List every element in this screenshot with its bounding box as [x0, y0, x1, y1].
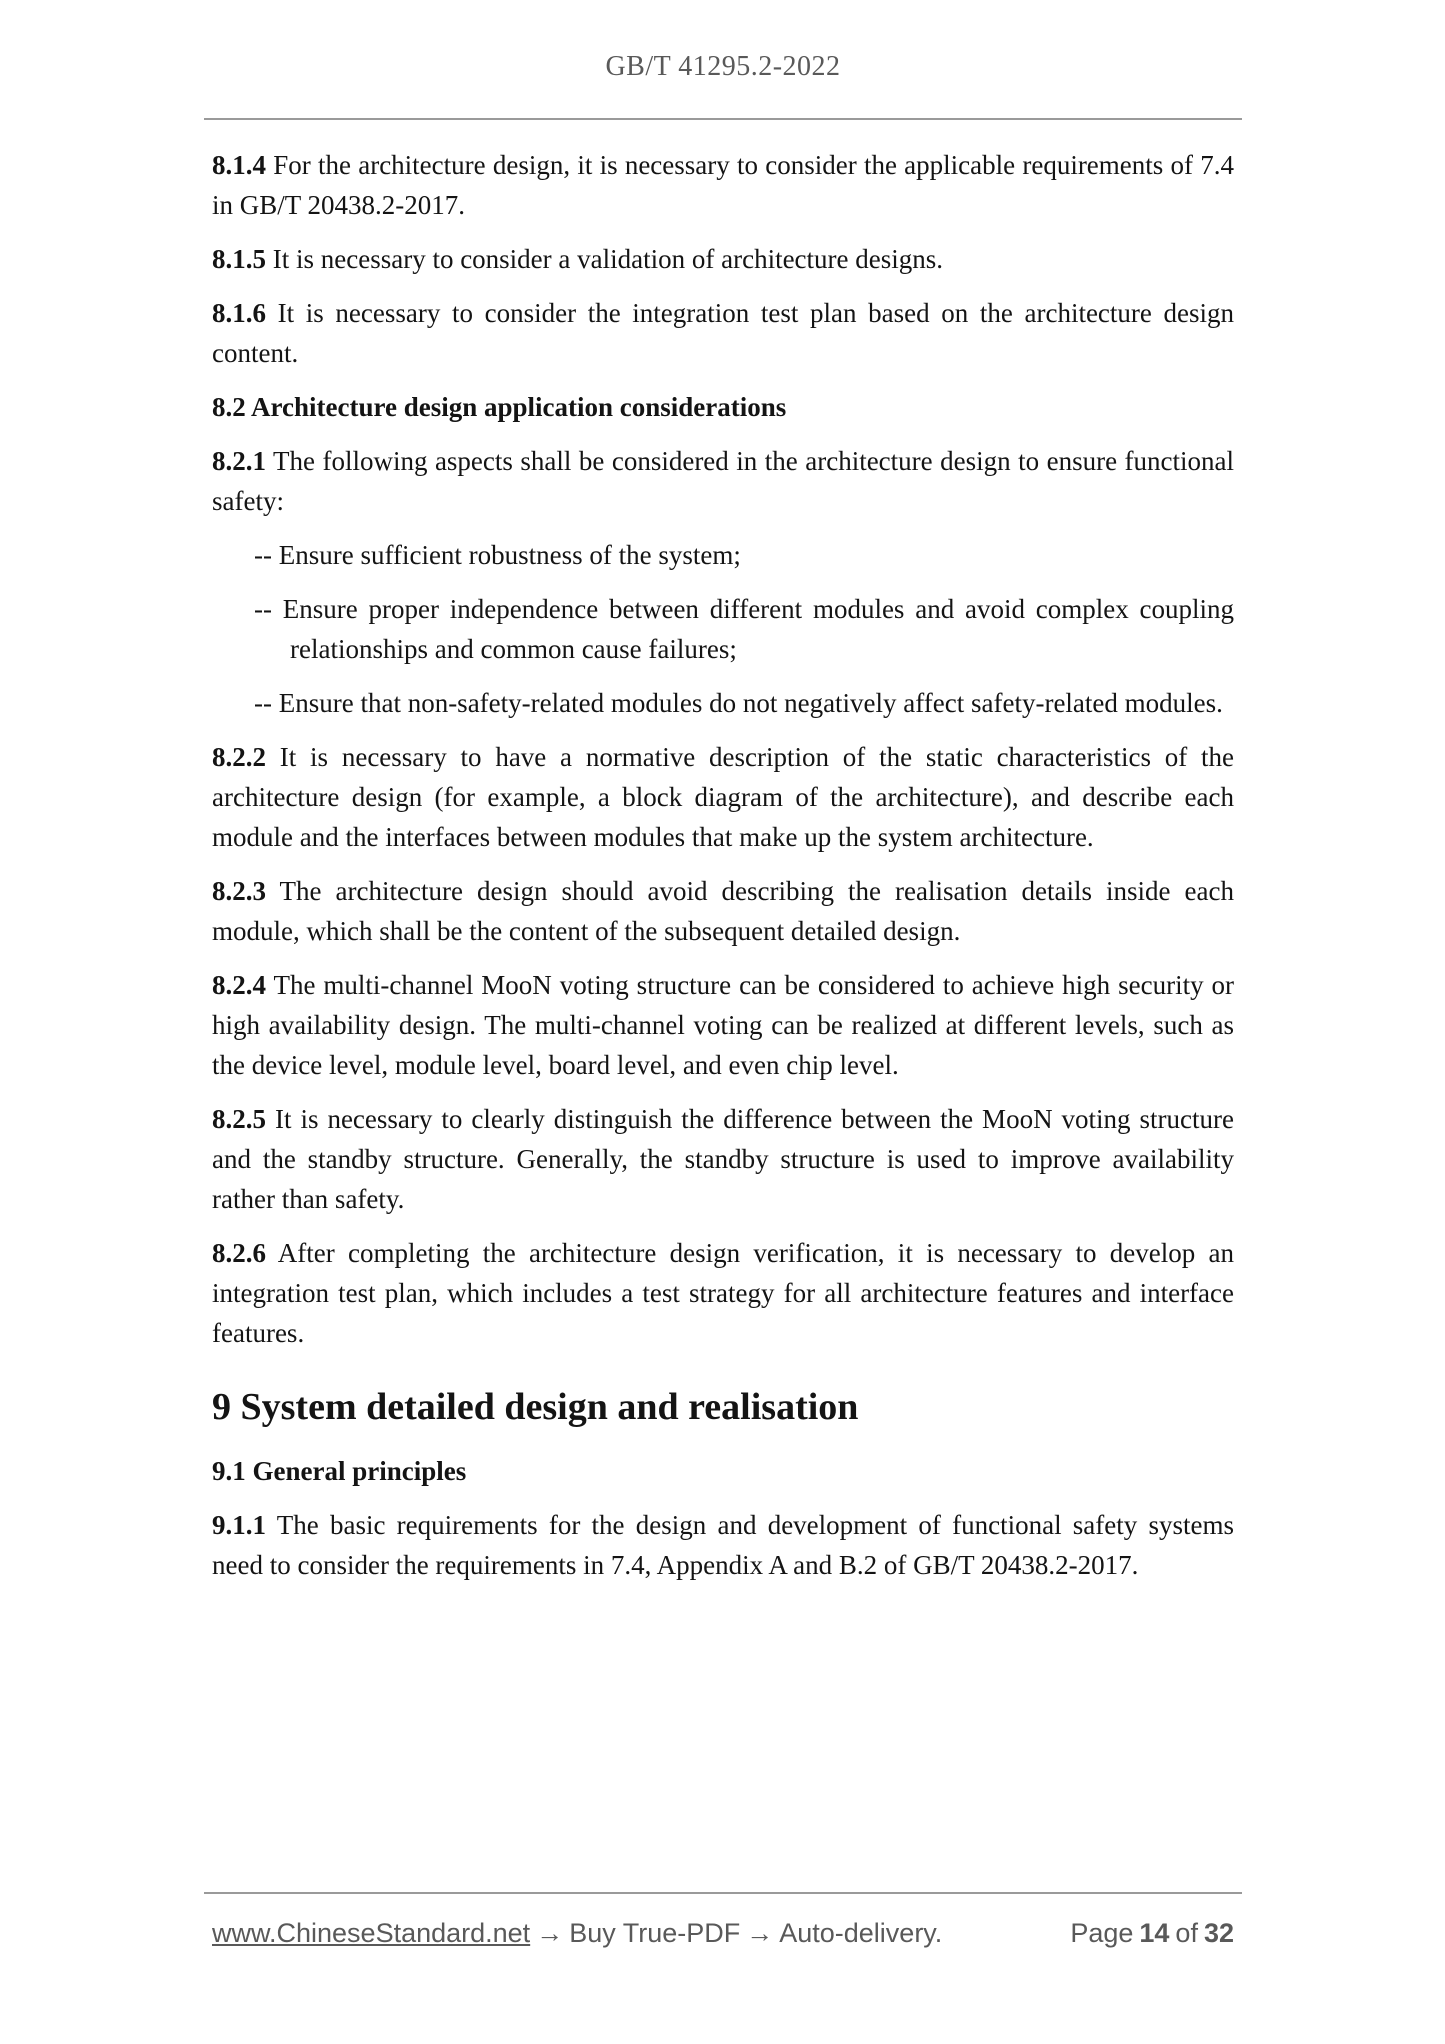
paragraph-text: It is necessary to consider a validation of architecture designs.	[272, 244, 944, 274]
section-number: 8.2.2	[212, 742, 266, 772]
page-sheet	[204, 50, 1242, 1599]
section-number: 8.1.6	[212, 298, 266, 328]
subsection-heading: 9.1 General principles	[212, 1456, 467, 1486]
section-paragraph	[212, 145, 1234, 225]
paragraph-text: The multi-channel MooN voting structure can be considered to achieve high security or high availability design. The multi-channel voting can be realized at different levels, such as the device level, module level, board level, and even chip level.	[212, 970, 1235, 1080]
footer-row	[204, 1916, 1242, 1950]
paragraph-text: For the architecture design, it is necessary to consider the applicable requirements of 7.4 in GB/T 20438.2-2017.	[212, 150, 1235, 220]
section-paragraph	[212, 965, 1234, 1085]
page-footer	[204, 1892, 1242, 1950]
bullet-item: -- Ensure sufficient robustness of the system;	[254, 540, 741, 570]
subsection-heading: 8.2 Architecture design application considerations	[212, 392, 787, 422]
section-paragraph	[212, 239, 1234, 279]
footer-site-link[interactable]: www.ChineseStandard.net	[212, 1918, 531, 1948]
bullet-item: -- Ensure proper independence between different modules and avoid complex coupling relationships and common cause failures;	[254, 594, 1234, 664]
paragraph-text: The following aspects shall be considered in the architecture design to ensure functional safety:	[212, 446, 1234, 516]
section-paragraph	[212, 1505, 1234, 1585]
page-total: 32	[1203, 1918, 1234, 1948]
section-paragraph	[212, 1233, 1234, 1353]
section-paragraph	[212, 737, 1234, 857]
page-current: 14	[1139, 1918, 1170, 1948]
page-header	[204, 50, 1242, 120]
paragraph-text: It is necessary to clearly distinguish the difference between the MooN voting structure and the standby structure. Generally, the standby structure is used to improve availability rather than safety.	[212, 1104, 1234, 1214]
section-number: 8.2.1	[212, 446, 266, 476]
section-paragraph	[212, 1099, 1234, 1219]
paragraph-text: It is necessary to consider the integration test plan based on the architecture design content.	[212, 298, 1235, 368]
chapter-heading: 9 System detailed design and realisation	[212, 1386, 859, 1428]
section-number: 8.2.3	[212, 876, 266, 906]
footer-arrow-icon: →	[536, 1918, 564, 1948]
bullet-item: -- Ensure that non-safety-related modules do not negatively affect safety-related modules.	[254, 688, 1223, 718]
page-of-word: of	[1175, 1918, 1198, 1948]
paragraph-text: The basic requirements for the design and development of functional safety systems need to consider the requirements in 7.4, Appendix A and B.2 of GB/T 20438.2-2017.	[212, 1510, 1235, 1580]
footer-arrow-icon: →	[746, 1918, 774, 1948]
section-number: 9.1.1	[212, 1510, 266, 1540]
section-paragraph	[212, 293, 1234, 373]
page-indicator	[1064, 1916, 1234, 1950]
section-number: 8.2.4	[212, 970, 266, 1000]
footer-buy-label: Buy True-PDF	[569, 1918, 741, 1948]
footer-delivery-label: Auto-delivery.	[779, 1918, 943, 1948]
page-word: Page	[1070, 1918, 1134, 1948]
document-body	[204, 145, 1242, 1585]
document-number: GB/T 41295.2-2022	[605, 51, 841, 82]
paragraph-text: The architecture design should avoid describing the realisation details inside each module, which shall be the content of the subsequent detailed design.	[212, 876, 1234, 946]
paragraph-text: It is necessary to have a normative description of the static characteristics of the architecture design (for example, a block diagram of the architecture), and describe each module and the interfaces between modules that make up the system architecture.	[212, 742, 1235, 852]
section-paragraph	[212, 871, 1234, 951]
section-paragraph	[212, 441, 1234, 521]
section-number: 8.1.5	[212, 244, 266, 274]
section-number: 8.2.5	[212, 1104, 266, 1134]
section-number: 8.2.6	[212, 1238, 266, 1268]
paragraph-text: After completing the architecture design verification, it is necessary to develop an integration test plan, which includes a test strategy for all architecture features and interface features.	[212, 1238, 1234, 1348]
section-number: 8.1.4	[212, 150, 266, 180]
footer-source	[212, 1916, 948, 1950]
